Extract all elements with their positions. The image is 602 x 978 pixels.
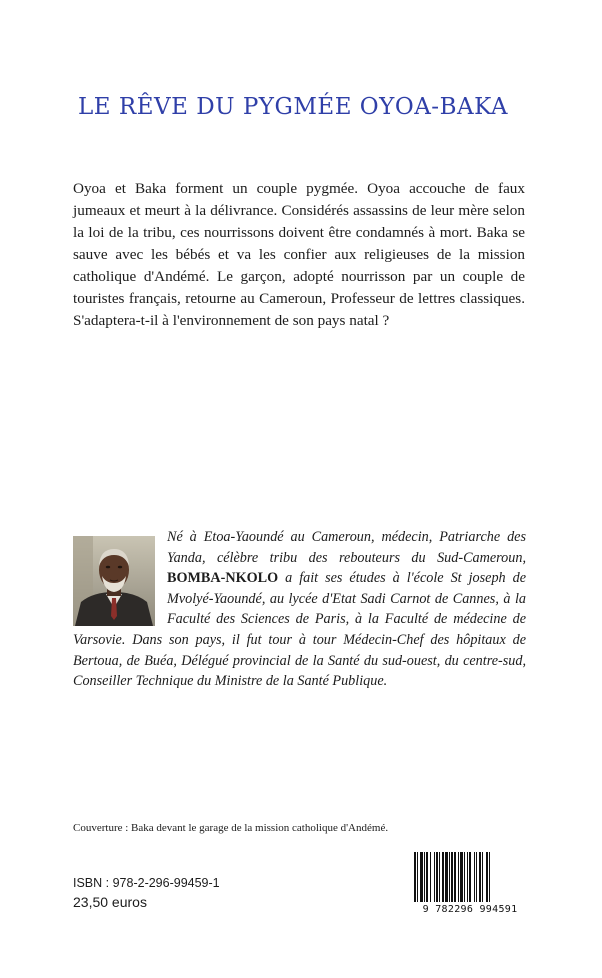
cover-credit: Couverture : Baka devant le garage de la mission catholique d'Andémé. — [73, 822, 389, 834]
author-bio-rest: a fait ses études à l'école St joseph de Mvolyé-Yaoundé, au lycée d'Etat Sadi Carnot de Cannes, à la Faculté des Sciences de Paris, à la Faculté de médecine de Varsovie. Dans son pays, il fut tour à tour Médecin-Chef des hôpitaux de Bertoua, de Buéa, Délégué provincial de la Santé du sud-ouest, du centre-sud, Conseiller Technique du Ministre de la Santé Publique. — [73, 570, 527, 690]
barcode-digits: 9 782296 994591 — [422, 904, 518, 915]
author-portrait-image — [73, 536, 155, 626]
book-title: LE RÊVE DU PYGMÉE OYOA-BAKA — [78, 94, 508, 120]
isbn: ISBN : 978-2-296-99459-1 — [73, 876, 220, 890]
barcode — [410, 852, 530, 916]
price: 23,50 euros — [73, 894, 147, 910]
author-photo — [73, 536, 155, 626]
barcode-bars — [410, 852, 530, 904]
author-name: BOMBA-NKOLO — [167, 570, 279, 587]
book-synopsis: Oyoa et Baka forment un couple pygmée. Oyoa accouche de faux jumeaux et meurt à la délivrance. Considérés assassins de leur mère selon la loi de la tribu, ces nourrissons doivent être condamnés à mort. Baka se sauve avec les bébés et va les confier aux religieuses de la mission catholique d'Andémé. Le garçon, adopté nourrisson par un couple de touristes français, retourne au Cameroun, Professeur de lettres classiques. S'adaptera-t-il à l'environnement de son pays natal ? — [73, 180, 525, 329]
author-bio-intro: Né à Etoa-Yaoundé au Cameroun, médecin, Patriarche des Yanda, célèbre tribu des rebouteurs du Sud-Cameroun, — [167, 529, 526, 566]
author-bio — [73, 527, 526, 692]
